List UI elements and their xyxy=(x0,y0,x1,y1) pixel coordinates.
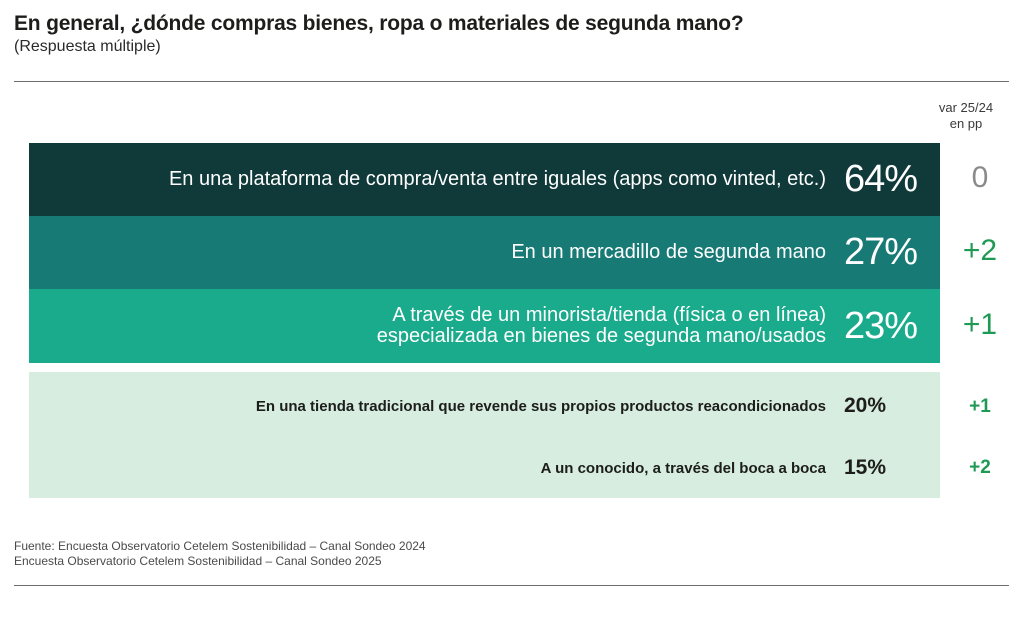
var-column-header xyxy=(936,100,996,132)
row-variation: +1 xyxy=(962,308,998,341)
chart-title: En general, ¿dónde compras bienes, ropa o materiales de segunda mano? xyxy=(14,12,744,35)
row-label-line: A través de un minorista/tienda (física o en línea) xyxy=(392,304,826,326)
row-label xyxy=(256,398,844,415)
var-header-line1: var 25/24 xyxy=(938,100,994,115)
bottom-divider xyxy=(14,585,1009,586)
row-variation: +2 xyxy=(962,234,998,267)
chart-subtitle: (Respuesta múltiple) xyxy=(14,38,161,55)
row-label xyxy=(541,460,844,477)
row-label-line: En un mercadillo de segunda mano xyxy=(511,241,826,263)
row-label-line: En una tienda tradicional que revende sus propios productos reacondicionados xyxy=(255,397,826,415)
source-line1: Fuente: Encuesta Observatorio Cetelem Sostenibilidad – Canal Sondeo 2024 xyxy=(14,539,426,553)
table-row xyxy=(29,216,940,289)
row-label xyxy=(377,305,844,347)
table-row xyxy=(29,380,940,432)
row-variation: 0 xyxy=(971,161,989,194)
row-value: 15% xyxy=(844,456,887,479)
row-value: 20% xyxy=(844,394,887,417)
var-header-line2: en pp xyxy=(949,116,983,131)
row-variation: +2 xyxy=(969,457,991,478)
row-variation: +1 xyxy=(969,396,991,417)
row-label xyxy=(169,169,844,190)
table-row xyxy=(29,442,940,494)
row-label xyxy=(511,242,844,263)
table-row xyxy=(29,289,940,363)
row-value: 64% xyxy=(844,158,918,200)
table-row xyxy=(29,143,940,216)
row-label-line: especializada en bienes de segunda mano/usados xyxy=(376,325,826,347)
source-note xyxy=(14,539,426,569)
row-label-line: A un conocido, a través del boca a boca xyxy=(540,459,826,477)
row-value: 23% xyxy=(844,304,918,347)
row-value: 27% xyxy=(844,231,918,273)
top-divider xyxy=(14,81,1009,82)
source-line2: Encuesta Observatorio Cetelem Sostenibilidad – Canal Sondeo 2025 xyxy=(14,554,382,568)
row-label-line: En una plataforma de compra/venta entre iguales (apps como vinted, etc.) xyxy=(168,168,826,190)
